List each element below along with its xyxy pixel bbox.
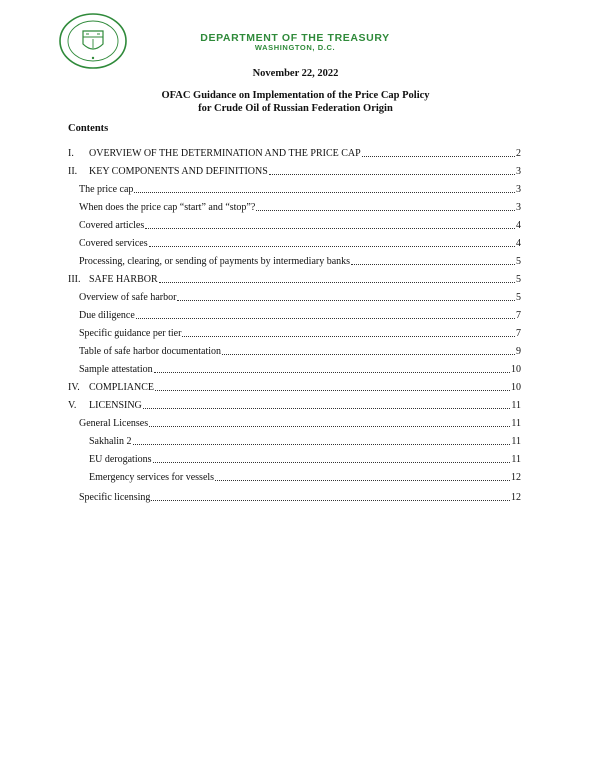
toc-entry[interactable] [79, 308, 521, 322]
toc-entry-label: Sample attestation [79, 364, 153, 375]
toc-entry-page: 4 [516, 220, 521, 231]
toc-entry-page: 11 [511, 436, 521, 447]
toc-entry-page: 7 [516, 310, 521, 321]
toc-dot-leader [256, 210, 515, 211]
toc-entry-label: Due diligence [79, 310, 135, 321]
toc-dot-leader [222, 354, 515, 355]
toc-entry[interactable] [89, 434, 521, 448]
toc-entry-page: 10 [511, 364, 521, 375]
toc-entry-page: 9 [516, 346, 521, 357]
toc-dot-leader [145, 228, 515, 229]
toc-entry[interactable] [79, 236, 521, 250]
toc-entry-page: 12 [511, 472, 521, 483]
toc-entry-label: When does the price cap “start” and “stop”? [79, 202, 256, 213]
toc-entry-page: 5 [516, 292, 521, 303]
toc-dot-leader [155, 390, 510, 391]
toc-entry-number: V. [68, 400, 77, 411]
toc-dot-leader [362, 156, 515, 157]
toc-entry-page: 11 [511, 454, 521, 465]
toc-entry-label: Specific guidance per tier [79, 328, 182, 339]
toc-entry[interactable] [79, 182, 521, 196]
toc-entry-label: Overview of safe harbor [79, 292, 177, 303]
toc-entry-page: 7 [516, 328, 521, 339]
document-title-line-2: for Crude Oil of Russian Federation Origin [198, 103, 393, 114]
treasury-seal-icon [57, 12, 129, 70]
toc-entry-number: III. [68, 274, 81, 285]
toc-dot-leader [182, 336, 515, 337]
toc-entry[interactable] [79, 254, 521, 268]
toc-entry-label: The price cap [79, 184, 134, 195]
toc-entry[interactable] [79, 290, 521, 304]
toc-entry[interactable] [68, 380, 521, 394]
toc-entry-label: Sakhalin 2 [89, 436, 132, 447]
toc-entry-label: Specific licensing [79, 492, 151, 503]
toc-entry-page: 5 [516, 256, 521, 267]
toc-entry[interactable] [79, 218, 521, 232]
toc-dot-leader [149, 426, 510, 427]
toc-dot-leader [269, 174, 515, 175]
toc-dot-leader [134, 192, 515, 193]
document-date: November 22, 2022 [252, 68, 339, 79]
toc-entry[interactable] [79, 362, 521, 376]
contents-heading: Contents [68, 123, 109, 134]
toc-dot-leader [133, 444, 511, 445]
toc-entry[interactable] [79, 326, 521, 340]
toc-dot-leader [153, 462, 511, 463]
toc-dot-leader [149, 246, 515, 247]
toc-entry[interactable] [79, 490, 521, 504]
toc-entry-page: 4 [516, 238, 521, 249]
toc-entry-number: I. [68, 148, 74, 159]
toc-entry-label: Covered articles [79, 220, 145, 231]
toc-entry[interactable] [68, 398, 521, 412]
toc-entry-label: EU derogations [89, 454, 152, 465]
toc-entry-page: 11 [511, 418, 521, 429]
toc-entry-page: 11 [511, 400, 521, 411]
toc-entry[interactable] [68, 164, 521, 178]
toc-entry-label: Table of safe harbor documentation [79, 346, 222, 357]
toc-entry-label: Covered services [79, 238, 148, 249]
toc-entry-page: 2 [516, 148, 521, 159]
toc-entry[interactable] [68, 146, 521, 160]
toc-entry-label: Emergency services for vessels [89, 472, 215, 483]
toc-entry[interactable] [79, 344, 521, 358]
toc-entry-label: LICENSING [89, 400, 142, 411]
toc-entry-page: 3 [516, 202, 521, 213]
toc-entry-page: 3 [516, 166, 521, 177]
toc-dot-leader [159, 282, 515, 283]
department-name: DEPARTMENT OF THE TREASURY [200, 32, 390, 44]
toc-entry[interactable] [79, 416, 521, 430]
toc-dot-leader [215, 480, 510, 481]
department-location: WASHINGTON, D.C. [254, 43, 336, 52]
toc-entry-page: 5 [516, 274, 521, 285]
toc-entry-page: 10 [511, 382, 521, 393]
toc-entry[interactable] [68, 272, 521, 286]
toc-entry-label: SAFE HARBOR [89, 274, 158, 285]
toc-entry[interactable] [89, 470, 521, 484]
toc-dot-leader [143, 408, 511, 409]
toc-dot-leader [154, 372, 510, 373]
toc-dot-leader [177, 300, 515, 301]
toc-dot-leader [136, 318, 515, 319]
toc-entry-label: COMPLIANCE [89, 382, 155, 393]
toc-entry[interactable] [79, 200, 521, 214]
document-title-line-1: OFAC Guidance on Implementation of the Price Cap Policy [161, 90, 430, 101]
toc-entry[interactable] [89, 452, 521, 466]
toc-entry-label: OVERVIEW OF THE DETERMINATION AND THE PRICE CAP [89, 148, 361, 159]
toc-dot-leader [151, 500, 510, 501]
toc-entry-number: IV. [68, 382, 80, 393]
toc-entry-label: KEY COMPONENTS AND DEFINITIONS [89, 166, 268, 177]
toc-entry-label: General Licenses [79, 418, 149, 429]
toc-entry-page: 12 [511, 492, 521, 503]
toc-entry-label: Processing, clearing, or sending of payments by intermediary banks [79, 256, 351, 267]
toc-entry-page: 3 [516, 184, 521, 195]
toc-entry-number: II. [68, 166, 78, 177]
toc-dot-leader [351, 264, 515, 265]
